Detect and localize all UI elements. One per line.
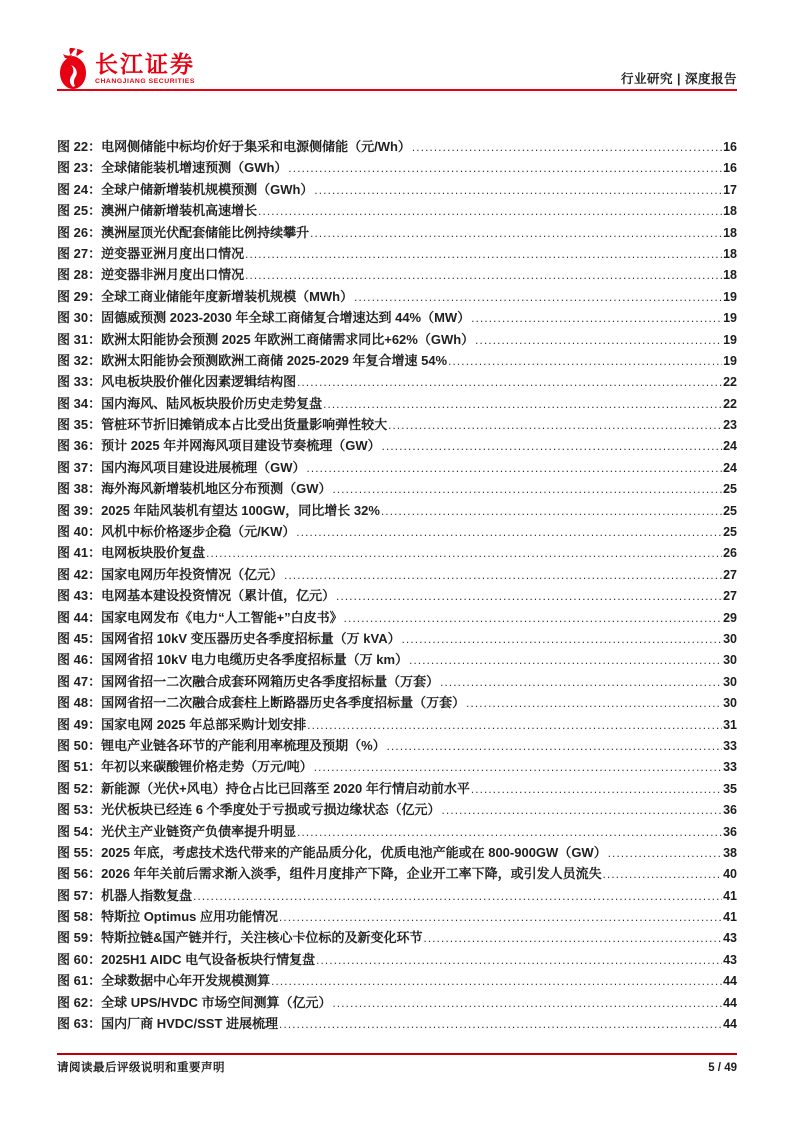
figure-title: 澳洲屋顶光伏配套储能比例持续攀升 bbox=[101, 224, 310, 240]
page-number: 17 bbox=[723, 182, 737, 197]
dot-leader bbox=[316, 951, 722, 972]
page-number: 38 bbox=[723, 845, 737, 860]
page-number: 36 bbox=[723, 824, 737, 839]
dot-leader bbox=[297, 373, 722, 394]
figure-title: 全球 UPS/HVDC 市场空间测算（亿元） bbox=[101, 994, 332, 1010]
figure-label: 图 50： bbox=[57, 737, 102, 753]
figure-label: 图 41： bbox=[57, 545, 102, 561]
page-number: 30 bbox=[723, 674, 737, 689]
toc-entry[interactable] bbox=[57, 842, 737, 863]
toc-entry[interactable] bbox=[57, 714, 737, 735]
dot-leader bbox=[297, 823, 722, 844]
figure-label: 图 52： bbox=[57, 780, 102, 796]
figure-list bbox=[57, 136, 737, 1034]
figure-label: 图 36： bbox=[57, 438, 102, 454]
page-number: 19 bbox=[723, 353, 737, 368]
dot-leader bbox=[442, 801, 723, 822]
dot-leader bbox=[206, 544, 722, 565]
figure-title: 国家电网发布《电力“人工智能+”白皮书》 bbox=[101, 609, 343, 625]
page-number: 24 bbox=[723, 439, 737, 454]
page-number: 27 bbox=[723, 567, 737, 582]
figure-title: 特斯拉 Optimus 应用功能情况 bbox=[101, 909, 279, 925]
toc-entry[interactable] bbox=[57, 970, 737, 991]
dot-leader bbox=[475, 331, 722, 352]
page-number: 16 bbox=[723, 140, 737, 154]
toc-entry[interactable] bbox=[57, 200, 737, 221]
figure-title: 2025H1 AIDC 电气设备板块行情复盘 bbox=[101, 951, 316, 967]
toc-entry[interactable] bbox=[57, 863, 737, 884]
page-number: 35 bbox=[723, 781, 737, 796]
toc-entry[interactable] bbox=[57, 179, 737, 200]
figure-title: 光伏主产业链资产负债率提升明显 bbox=[101, 823, 297, 839]
figure-title: 逆变器亚洲月度出口情况 bbox=[101, 245, 245, 261]
figure-label: 图 49： bbox=[57, 716, 102, 732]
toc-entry[interactable] bbox=[57, 157, 737, 178]
logo-text bbox=[95, 52, 195, 85]
toc-entry[interactable] bbox=[57, 671, 737, 692]
dot-leader bbox=[471, 780, 722, 801]
figure-label: 图 62： bbox=[57, 994, 102, 1010]
figure-label: 图 60： bbox=[57, 951, 102, 967]
figure-title: 国家电网 2025 年总部采购计划安排 bbox=[101, 716, 307, 732]
page-number: 19 bbox=[723, 332, 737, 347]
dot-leader bbox=[332, 480, 722, 501]
dot-leader bbox=[344, 609, 722, 630]
dot-leader bbox=[440, 673, 722, 694]
figure-label: 图 40： bbox=[57, 524, 102, 540]
dot-leader bbox=[323, 395, 722, 416]
page-number: 44 bbox=[723, 995, 737, 1010]
figure-label: 图 22： bbox=[57, 139, 102, 154]
dot-leader bbox=[271, 972, 722, 993]
figure-label: 图 54： bbox=[57, 823, 102, 839]
footer-disclaimer: 请阅读最后评级说明和重要声明 bbox=[57, 1062, 225, 1074]
figure-title: 预计 2025 年并网海风项目建设节奏梳理（GW） bbox=[101, 438, 381, 454]
toc-entry[interactable] bbox=[57, 778, 737, 799]
dot-leader bbox=[279, 908, 722, 929]
toc-entry[interactable] bbox=[57, 628, 737, 649]
dot-leader bbox=[471, 309, 722, 330]
toc-entry[interactable] bbox=[57, 435, 737, 456]
toc-entry[interactable] bbox=[57, 756, 737, 777]
toc-entry[interactable] bbox=[57, 457, 737, 478]
logo-name-en: CHANGJIANG SECURITIES bbox=[95, 78, 195, 85]
page-number: 43 bbox=[723, 931, 737, 946]
toc-entry[interactable] bbox=[57, 1013, 737, 1034]
dot-leader bbox=[336, 587, 722, 608]
figure-title: 国网省招一二次融合成套环网箱历史各季度招标量（万套） bbox=[101, 673, 440, 689]
figure-label: 图 47： bbox=[57, 673, 102, 689]
figure-label: 图 63： bbox=[57, 1016, 102, 1032]
figure-title: 特斯拉链&国产链并行，关注核心卡位标的及新变化环节 bbox=[101, 930, 423, 946]
changjiang-securities-logo bbox=[57, 46, 195, 90]
figure-title: 电网基本建设投资情况（累计值，亿元） bbox=[101, 588, 336, 604]
dot-leader bbox=[409, 651, 722, 672]
dot-leader bbox=[332, 994, 722, 1015]
figure-label: 图 35： bbox=[57, 417, 102, 433]
figure-label: 图 34： bbox=[57, 395, 102, 411]
figure-label: 图 29： bbox=[57, 288, 102, 304]
footer-rule bbox=[57, 1053, 737, 1055]
toc-entry[interactable] bbox=[57, 692, 737, 713]
figure-title: 澳洲户储新增装机高速增长 bbox=[101, 203, 258, 219]
figure-title: 国内厂商 HVDC/SST 进展梳理 bbox=[101, 1016, 279, 1032]
figure-title: 全球工商业储能年度新增装机规模（MWh） bbox=[101, 288, 354, 304]
toc-entry[interactable] bbox=[57, 478, 737, 499]
dot-leader bbox=[466, 694, 722, 715]
page-number: 23 bbox=[723, 418, 737, 433]
header-rule bbox=[57, 89, 737, 91]
figure-title: 2026 年年关前后需求渐入淡季，组件月度排产下降，企业开工率下降，或引发人员流失 bbox=[101, 866, 602, 882]
toc-entry[interactable] bbox=[57, 521, 737, 542]
figure-title: 光伏板块已经连 6 个季度处于亏损或亏损边缘状态（亿元） bbox=[101, 802, 441, 818]
figure-label: 图 23： bbox=[57, 160, 102, 176]
figure-label: 图 58： bbox=[57, 909, 102, 925]
page-number: 33 bbox=[723, 760, 737, 775]
page-number: 18 bbox=[723, 268, 737, 283]
toc-entry[interactable] bbox=[57, 821, 737, 842]
figure-label: 图 31： bbox=[57, 331, 102, 347]
dot-leader bbox=[354, 288, 722, 309]
toc-entry[interactable] bbox=[57, 243, 737, 264]
dot-leader bbox=[258, 202, 722, 223]
changjiang-logo-icon bbox=[57, 46, 89, 90]
logo-name-cn: 长江证券 bbox=[95, 51, 195, 77]
figure-label: 图 39： bbox=[57, 502, 102, 518]
figure-title: 国内海风、陆风板块股价历史走势复盘 bbox=[101, 395, 323, 411]
toc-entry[interactable] bbox=[57, 906, 737, 927]
toc-entry[interactable] bbox=[57, 992, 737, 1013]
page-number: 24 bbox=[723, 460, 737, 475]
figure-title: 新能源（光伏+风电）持仓占比已回落至 2020 年行情启动前水平 bbox=[101, 780, 470, 796]
toc-entry[interactable] bbox=[57, 949, 737, 970]
toc-entry[interactable] bbox=[57, 350, 737, 371]
toc-entry[interactable] bbox=[57, 542, 737, 563]
figure-title: 年初以来碳酸锂价格走势（万元/吨） bbox=[101, 759, 313, 775]
toc-entry[interactable] bbox=[57, 222, 737, 243]
dot-leader bbox=[307, 716, 722, 737]
figure-title: 固德威预测 2023-2030 年全球工商储复合增速达到 44%（MW） bbox=[101, 310, 471, 326]
page-number: 29 bbox=[723, 610, 737, 625]
page-number: 22 bbox=[723, 375, 737, 390]
dot-leader bbox=[381, 502, 722, 523]
figure-label: 图 56： bbox=[57, 866, 102, 882]
figure-label: 图 32： bbox=[57, 352, 102, 368]
figure-title: 风电板块股价催化因素逻辑结构图 bbox=[101, 374, 297, 390]
report-type-tagline: 行业研究 | 深度报告 bbox=[621, 72, 737, 86]
toc-entry[interactable] bbox=[57, 735, 737, 756]
figure-title: 国内海风项目建设进展梳理（GW） bbox=[101, 459, 306, 475]
figure-label: 图 51： bbox=[57, 759, 102, 775]
figure-label: 图 24： bbox=[57, 181, 102, 197]
toc-entry[interactable] bbox=[57, 371, 737, 392]
dot-leader bbox=[382, 437, 722, 458]
figure-label: 图 44： bbox=[57, 609, 102, 625]
dot-leader bbox=[245, 266, 722, 287]
page-number: 30 bbox=[723, 696, 737, 711]
page-number: 41 bbox=[723, 910, 737, 925]
dot-leader bbox=[314, 181, 722, 202]
figure-label: 图 55： bbox=[57, 844, 102, 860]
figure-label: 图 57： bbox=[57, 887, 102, 903]
toc-entry[interactable] bbox=[57, 927, 737, 948]
page-number: 18 bbox=[723, 246, 737, 261]
toc-entry[interactable] bbox=[57, 564, 737, 585]
figure-title: 欧洲太阳能协会预测 2025 年欧洲工商储需求同比+62%（GWh） bbox=[101, 331, 475, 347]
dot-leader bbox=[310, 224, 722, 245]
figure-label: 图 46： bbox=[57, 652, 102, 668]
page-number: 25 bbox=[723, 503, 737, 518]
figure-label: 图 27： bbox=[57, 245, 102, 261]
figure-title: 机器人指数复盘 bbox=[101, 887, 193, 903]
page-number: 44 bbox=[723, 974, 737, 989]
page-number: 25 bbox=[723, 482, 737, 497]
toc-entry[interactable] bbox=[57, 307, 737, 328]
figure-label: 图 38： bbox=[57, 481, 102, 497]
page-number: 33 bbox=[723, 738, 737, 753]
figure-label: 图 37： bbox=[57, 459, 102, 475]
figure-title: 2025 年底，考虑技术迭代带来的产能品质分化，优质电池产能或在 800-900GW（GW） bbox=[101, 844, 607, 860]
dot-leader bbox=[193, 887, 722, 908]
figure-label: 图 43： bbox=[57, 588, 102, 604]
figure-label: 图 26： bbox=[57, 224, 102, 240]
dot-leader bbox=[423, 929, 722, 950]
dot-leader bbox=[387, 737, 722, 758]
figure-label: 图 28： bbox=[57, 267, 102, 283]
figure-label: 图 45： bbox=[57, 630, 102, 646]
page-number: 30 bbox=[723, 631, 737, 646]
dot-leader bbox=[288, 159, 722, 180]
page-number: 44 bbox=[723, 1017, 737, 1032]
figure-title: 欧洲太阳能协会预测欧洲工商储 2025-2029 年复合增速 54% bbox=[101, 352, 448, 368]
toc-entry[interactable] bbox=[57, 500, 737, 521]
toc-entry[interactable] bbox=[57, 607, 737, 628]
figure-label: 图 59： bbox=[57, 930, 102, 946]
page-number: 30 bbox=[723, 653, 737, 668]
page-number: 41 bbox=[723, 888, 737, 903]
figure-title: 2025 年陆风装机有望达 100GW，同比增长 32% bbox=[101, 502, 380, 518]
figure-label: 图 61： bbox=[57, 973, 102, 989]
page-number: 40 bbox=[723, 867, 737, 882]
toc-entry[interactable] bbox=[57, 885, 737, 906]
dot-leader bbox=[296, 523, 722, 544]
footer bbox=[57, 1059, 737, 1075]
figure-label: 图 25： bbox=[57, 203, 102, 219]
figure-title: 锂电产业链各环节的产能利用率梳理及预期（%） bbox=[101, 737, 386, 753]
page-number: 43 bbox=[723, 952, 737, 967]
figure-title: 逆变器非洲月度出口情况 bbox=[101, 267, 245, 283]
toc-entry[interactable] bbox=[57, 264, 737, 285]
dot-leader bbox=[284, 566, 722, 587]
page-number: 22 bbox=[723, 396, 737, 411]
dot-leader bbox=[402, 630, 722, 651]
page-number: 31 bbox=[723, 717, 737, 732]
toc-entry[interactable] bbox=[57, 414, 737, 435]
dot-leader bbox=[314, 758, 722, 779]
dot-leader bbox=[448, 352, 722, 373]
toc-entry[interactable] bbox=[57, 393, 737, 414]
figure-label: 图 53： bbox=[57, 802, 102, 818]
page-number: 27 bbox=[723, 589, 737, 604]
figure-label: 图 42： bbox=[57, 566, 102, 582]
dot-leader bbox=[603, 865, 722, 886]
toc-entry[interactable] bbox=[57, 649, 737, 670]
figure-title: 电网侧储能中标均价好于集采和电源侧储能（元/Wh） bbox=[101, 139, 411, 154]
figure-title: 国家电网历年投资情况（亿元） bbox=[101, 566, 284, 582]
figure-title: 全球储能装机增速预测（GWh） bbox=[101, 160, 288, 176]
page-number: 19 bbox=[723, 289, 737, 304]
dot-leader bbox=[412, 138, 722, 159]
toc-entry[interactable] bbox=[57, 799, 737, 820]
toc-entry[interactable] bbox=[57, 286, 737, 307]
dot-leader bbox=[306, 459, 722, 480]
figure-title: 风机中标价格逐步企稳（元/KW） bbox=[101, 524, 296, 540]
page-number: 26 bbox=[723, 546, 737, 561]
toc-entry[interactable] bbox=[57, 136, 737, 157]
toc-entry[interactable] bbox=[57, 585, 737, 606]
page-number: 16 bbox=[723, 161, 737, 176]
figure-label: 图 30： bbox=[57, 310, 102, 326]
dot-leader bbox=[279, 1015, 722, 1036]
footer-page-indicator: 5 / 49 bbox=[708, 1062, 737, 1074]
figure-title: 国网省招 10kV 电力电缆历史各季度招标量（万 km） bbox=[101, 652, 409, 668]
dot-leader bbox=[388, 416, 722, 437]
figure-label: 图 33： bbox=[57, 374, 102, 390]
figure-title: 国网省招 10kV 变压器历史各季度招标量（万 kVA） bbox=[101, 630, 401, 646]
page-number: 18 bbox=[723, 204, 737, 219]
figure-title: 全球户储新增装机规模预测（GWh） bbox=[101, 181, 314, 197]
figure-title: 管桩环节折旧摊销成本占比受出货量影响弹性较大 bbox=[101, 417, 388, 433]
page-number: 18 bbox=[723, 225, 737, 240]
figure-title: 国网省招一二次融合成套柱上断路器历史各季度招标量（万套） bbox=[101, 695, 466, 711]
figure-label: 图 48： bbox=[57, 695, 102, 711]
figure-title: 海外海风新增装机地区分布预测（GW） bbox=[101, 481, 332, 497]
dot-leader bbox=[245, 245, 722, 266]
figure-title: 全球数据中心年开发规模测算 bbox=[101, 973, 271, 989]
page-number: 36 bbox=[723, 803, 737, 818]
dot-leader bbox=[608, 844, 722, 865]
page-number: 25 bbox=[723, 525, 737, 540]
page-number: 19 bbox=[723, 311, 737, 326]
toc-entry[interactable] bbox=[57, 329, 737, 350]
figure-title: 电网板块股价复盘 bbox=[101, 545, 206, 561]
